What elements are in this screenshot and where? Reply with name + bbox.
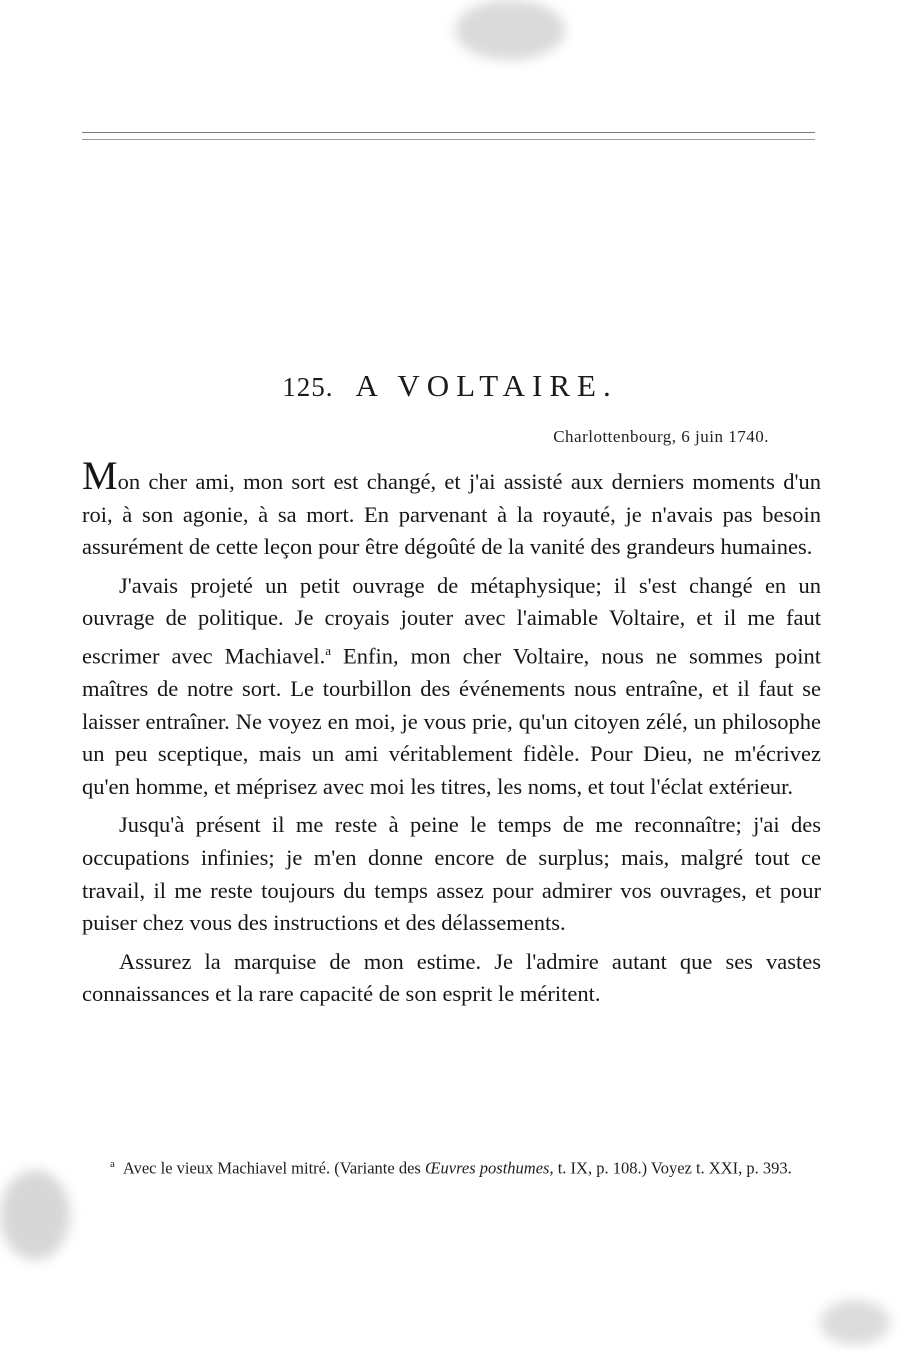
- paragraph-2-text-a: J'avais projeté un petit ouvrage de métaphysique; il s'est changé en un ouvrage de politique. Je croyais jouter avec l'aimable Voltaire, et il me faut escrimer avec Machiavel.: [82, 572, 821, 669]
- footnote-reference: a: [325, 642, 331, 658]
- footnote-italic-title: Œuvres posthumes,: [424, 1158, 554, 1178]
- letter-title: A VOLTAIRE.: [355, 368, 618, 403]
- paragraph-4: [82, 946, 821, 1011]
- footnote-text-a: Avec le vieux Machiavel mitré. (Variante des: [122, 1158, 425, 1178]
- letter-heading: [0, 368, 900, 404]
- scan-smudge-top: [455, 0, 565, 60]
- paragraph-1: [82, 453, 821, 564]
- footnote-mark: a: [110, 1158, 115, 1170]
- scan-smudge-left: [0, 1170, 70, 1260]
- paragraph-4-text: Assurez la marquise de mon estime. Je l'admire autant que ses vastes connaissances et la rare capacité de son esprit le méritent.: [82, 948, 821, 1007]
- footnote-text-b: t. IX, p. 108.) Voyez t. XXI, p. 393.: [553, 1158, 792, 1178]
- letter-number: 125.: [282, 372, 334, 402]
- paragraph-2: [82, 570, 821, 804]
- footnote: [82, 1151, 821, 1182]
- paragraph-2-text-b: Enfin, mon cher Voltaire, nous ne sommes point maîtres de notre sort. Le tourbillon des événements nous entraîne, et il faut se laisser entraîner. Ne voyez en moi, je vous prie, qu'un citoyen zélé, un philosophe un peu sceptique, mais un ami véritablement fidèle. Pour Dieu, ne m'écrivez qu'en homme, et méprisez avec moi les titres, les noms, et tout l'éclat extérieur.: [82, 643, 821, 799]
- paragraph-3: [82, 809, 821, 939]
- header-rule: [82, 132, 815, 140]
- dropcap: M: [82, 453, 118, 498]
- scan-smudge-bottom-right: [820, 1300, 890, 1345]
- paragraph-3-text: Jusqu'à présent il me reste à peine le temps de me reconnaître; j'ai des occupations infinies; je m'en donne encore de surplus; mais, malgré tout ce travail, il me reste toujours du temps assez pour admirer vos ouvrages, et pour puiser chez vous des instructions et des délassements.: [82, 812, 821, 936]
- dateline: Charlottenbourg, 6 juin 1740.: [553, 427, 769, 446]
- paragraph-1-text: on cher ami, mon sort est changé, et j'ai assisté aux derniers moments d'un roi, à son agonie, à sa mort. En parvenant à la royauté, je n'avais pas besoin assurément de cette leçon pour être dégoûté de la vanité des grandeurs humaines.: [82, 469, 821, 560]
- letter-body: [82, 453, 821, 1017]
